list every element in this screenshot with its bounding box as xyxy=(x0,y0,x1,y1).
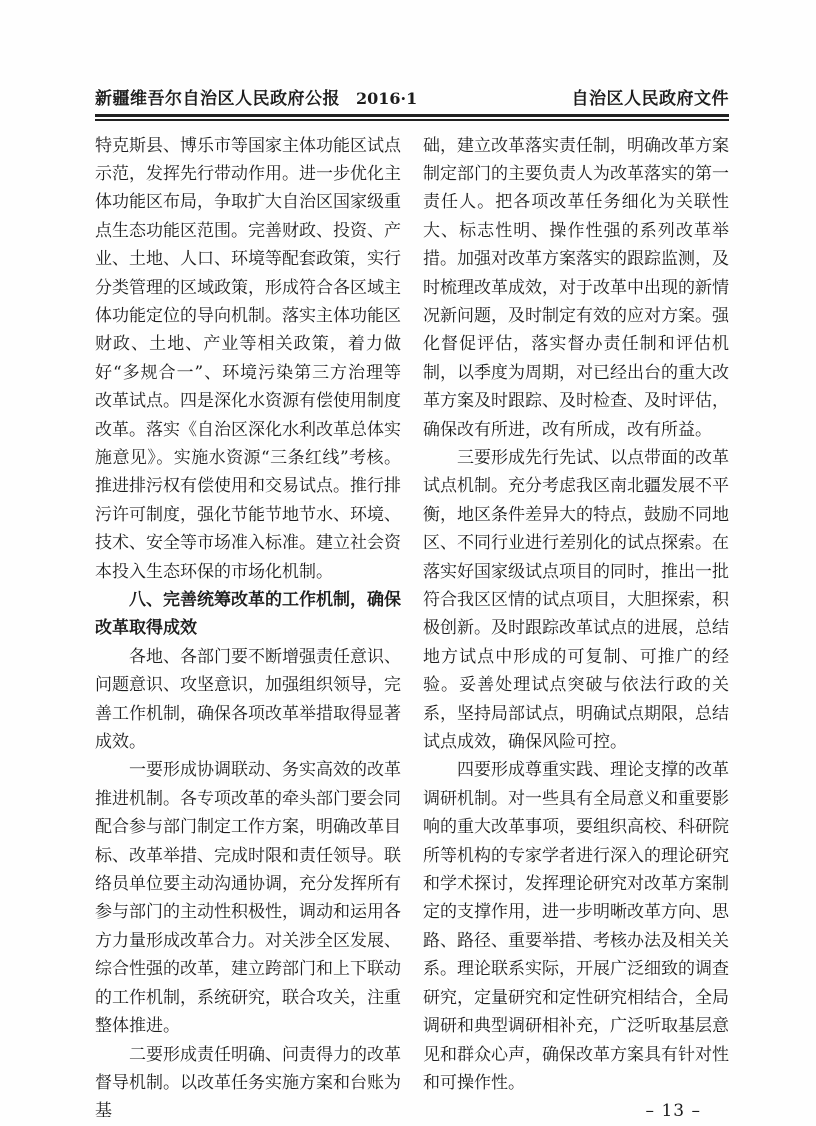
page-number: – 13 – xyxy=(645,1101,701,1122)
header-left xyxy=(95,84,417,109)
section-heading: 八、完善统筹改革的工作机制，确保改革取得成效 xyxy=(95,590,401,639)
paragraph: 二要形成责任明确、问责得力的改革督导机制。以改革任务实施方案和台账为基 xyxy=(95,1044,401,1122)
issue-number: 2016·1 xyxy=(356,89,418,108)
paragraph: 四要形成尊重实践、理论支撑的改革调研机制。对一些具有全局意义和重要影响的重大改革事项，要组织高校、科研院所等机构的专家学者进行深入的理论研究和学术探讨，发挥理论研究对改革方案制定的支撑作用，进一步明晰改革方向、思路、路径、重要举措、考核办法及相关关系。理论联系实际，开展广泛细致的调查研究，定量研究和定性研究相结合，全局调研和典型调研相补充，广泛听取基层意见和群众心声，确保改革方案具有针对性和可操作性。 xyxy=(423,760,729,1093)
header-double-rule xyxy=(95,114,729,121)
paragraph: 一要形成协调联动、务实高效的改革推进机制。各专项改革的牵头部门要会同配合参与部门制定工作方案，明确改革目标、改革举措、完成时限和责任领导。联络员单位要主动沟通协调，充分发挥所有参与部门的主动性积极性，调动和运用各方力量形成改革合力。对关涉全区发展、综合性强的改革，建立跨部门和上下联动的工作机制，系统研究，联合攻关，注重整体推进。 xyxy=(95,760,401,1037)
paragraph: 础，建立改革落实责任制，明确改革方案制定部门的主要负责人为改革落实的第一责任人。把各项改革任务细化为关联性大、标志性明、操作性强的系列改革举措。加强对改革方案落实的跟踪监测，及时梳理改革成效，对于改革中出现的新情况新问题，及时制定有效的应对方案。强化督促评估，落实督办责任制和评估机制，以季度为周期，对已经出台的重大改革方案及时跟踪、及时检查、及时评估，确保改有所进，改有所成，改有所益。 xyxy=(423,135,729,440)
paragraph: 特克斯县、博乐市等国家主体功能区试点示范，发挥先行带动作用。进一步优化主体功能区布局，争取扩大自治区国家级重点生态功能区范围。完善财政、投资、产业、土地、人口、环境等配套政策，实行分类管理的区域政策，形成符合各区域主体功能定位的导向机制。落实主体功能区财政、土地、产业等相关政策，着力做好“多规合一”、环境污染第三方治理等改革试点。四是深化水资源有偿使用制度改革。落实《自治区深化水利改革总体实施意见》。实施水资源“三条红线”考核。推进排污权有偿使用和交易试点。推行排污许可制度，强化节能节地节水、环境、技术、安全等市场准入标准。建立社会资本投入生态环保的市场化机制。 xyxy=(95,135,401,582)
right-column xyxy=(423,132,729,1126)
gazette-title: 新疆维吾尔自治区人民政府公报 xyxy=(95,89,340,109)
document-type-label: 自治区人民政府文件 xyxy=(571,89,729,109)
paragraph: 三要形成先行先试、以点带面的改革试点机制。充分考虑我区南北疆发展不平衡，地区条件差异大的特点，鼓励不同地区、不同行业进行差别化的试点探索。在落实好国家级试点项目的同时，推出一批符合我区区情的试点项目，大胆探索，积极创新。及时跟踪改革试点的进展，总结地方试点中形成的可复制、可推广的经验。妥善处理试点突破与依法行政的关系，坚持局部试点，明确试点期限，总结试点成效，确保风险可控。 xyxy=(423,447,729,753)
text-columns xyxy=(95,132,729,1126)
left-column xyxy=(95,132,401,1126)
gazette-page xyxy=(95,84,729,1126)
rule-top xyxy=(95,114,729,117)
rule-bottom xyxy=(95,119,729,121)
page-header xyxy=(95,84,729,114)
paragraph: 各地、各部门要不断增强责任意识、问题意识、攻坚意识，加强组织领导，完善工作机制，确保各项改革举措取得显著成效。 xyxy=(95,646,401,753)
